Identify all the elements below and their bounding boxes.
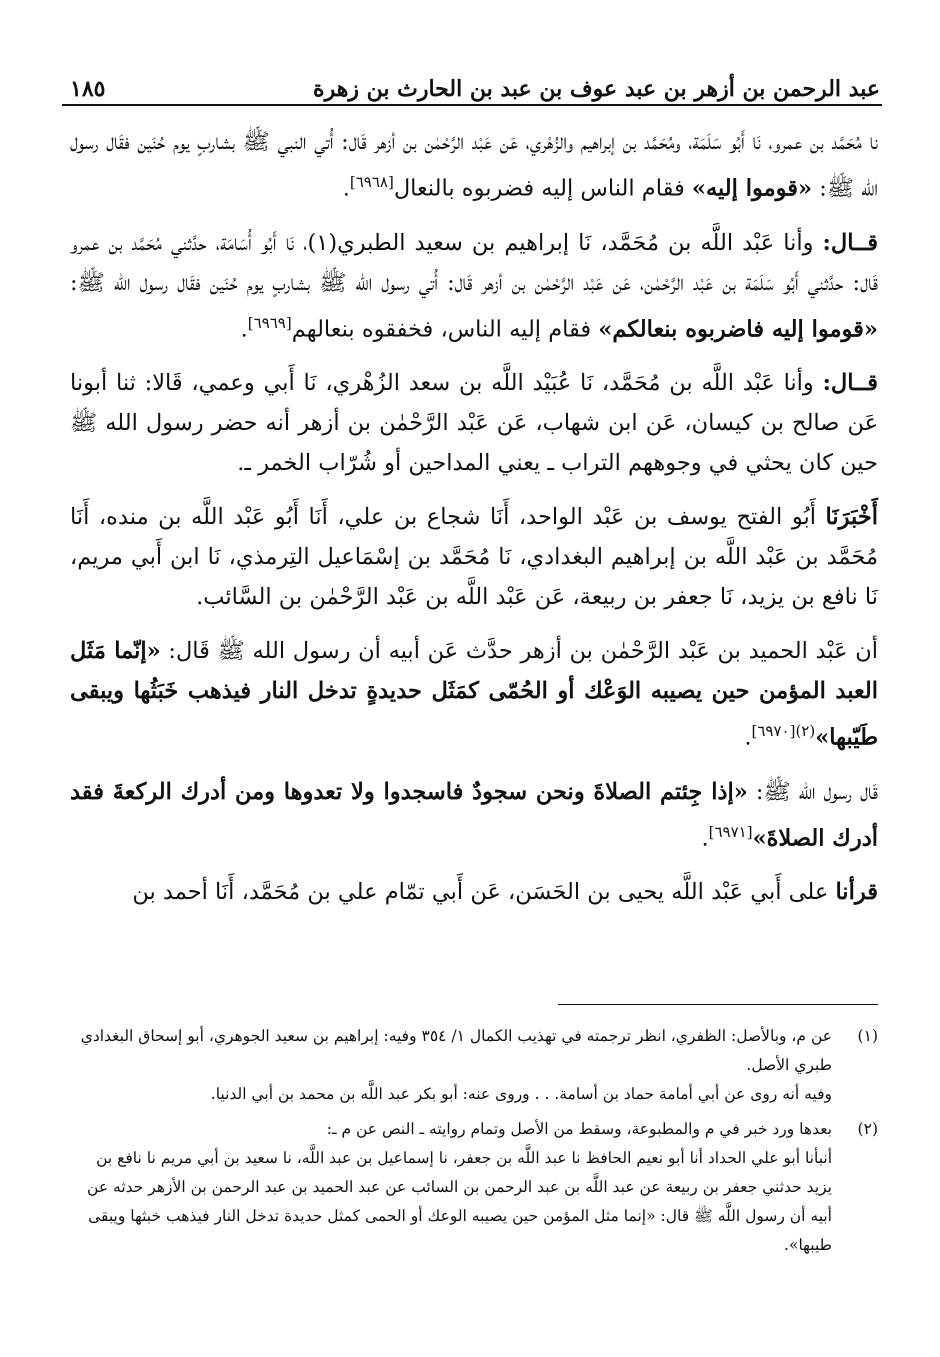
paragraph-lead: قــال: bbox=[822, 229, 878, 256]
paragraph bbox=[70, 772, 878, 859]
paragraph bbox=[70, 497, 878, 617]
footnote-line: عن م، وبالأصل: الظفري، انظر ترجمته في تهذيب الكمال ١/ ٣٥٤ وفيه: إبراهيم بن سعيد الجوهري، أبو إسحاق البغدادي طبري الأصل. bbox=[80, 1027, 832, 1074]
paragraph-end: . bbox=[744, 724, 752, 751]
paragraph bbox=[70, 223, 878, 350]
paragraph-continuation: فقام إليه الناس، فخفقوه بنعالهم bbox=[291, 316, 592, 342]
hadith-number: [٦٩٦٩] bbox=[247, 313, 292, 332]
paragraph bbox=[70, 122, 878, 209]
hadith-number: [٦٩٧٠] bbox=[751, 722, 796, 740]
main-text bbox=[70, 122, 878, 926]
hadith-quote: «قوموا إليه فاضربوه بنعالكم» bbox=[598, 316, 878, 342]
paragraph-text: أن عَبْد الحميد بن عَبْد الرَّحْمٰن بن أزهر حدَّث عَن أبيه أن رسول الله ﷺ قَال: bbox=[168, 638, 878, 664]
footnote bbox=[70, 1022, 878, 1109]
paragraph-lead: قرأنا bbox=[835, 879, 878, 905]
paragraph-text: قَال رسول الله ﷺ: bbox=[755, 778, 878, 805]
paragraph-text: وأنا عَبْد اللَّه بن مُحَمَّد، نَا عُبَيْد اللَّه بن سعد الزُهْري، نَا أَبي وعمي، قَالا: ثنا أبونا عَن صالح بن كيسان، عَن ابن شهاب، عَن عَبْد الرَّحْمٰن بن أزهر أنه حضر رسول الله ﷺ حين كان يحثي في وجوههم التراب ـ يعني المداحين أو شُرّاب الخمر ـ. bbox=[70, 370, 878, 476]
paragraph-lead: قــال: bbox=[822, 370, 879, 396]
header-title: عبد الرحمن بن أزهر بن عبد عوف بن عبد بن الحارث بن زهرة bbox=[313, 76, 880, 102]
footnote-line: وفيه أنه روى عن أبي أمامة حماد بن أسامة. . . وروى عنه: أبو بكر عبد اللَّه بن محمد بن أبي الدنيا. bbox=[210, 1085, 832, 1103]
footnote-number: (١) bbox=[857, 1027, 878, 1045]
paragraph-text: وأنا عَبْد اللَّه بن مُحَمَّد، نَا إبراهيم بن سعيد الطبري(١)، نَا أَبُو أُسَامَة، حدَّثني مُحَمَّد بن عمرو قَال: حدَّثني أَبُو سَلَمَة بن عَبْد الرَّحْمٰن، عَن عَبْد الرَّحْمٰن بن أزهر قَال: أُتي رسول الله ﷺ بشاربٍ يوم حُنَين فقَال رسول الله ﷺ: bbox=[70, 229, 878, 296]
header-divider bbox=[62, 104, 882, 106]
footnote-line: بعدها ورد خبر في م والمطبوعة، وسقط من الأصل وتمام روايته ـ النص عن م ـ: bbox=[326, 1120, 832, 1138]
paragraph-lead: أَخْبَرَنَا bbox=[825, 504, 878, 530]
paragraph bbox=[70, 631, 878, 758]
paragraph-text: أَبُو الفتح يوسف بن عَبْد الواحد، أَنَا شجاع بن علي، أَنَا أَبُو عَبْد اللَّه بن منده، أَنَا مُحَمَّد بن عَبْد اللَّه بن إبراهيم البغدادي، نَا مُحَمَّد بن إسْمَاعيل التِرمذي، نَا ابن أَبي مريم، نَا نافع بن يزيد، نَا جعفر بن ربيعة، عَن عَبْد اللَّه بن عَبْد الرَّحْمٰن بن السَّائب. bbox=[70, 504, 878, 610]
footnote-marker: (٢) bbox=[795, 722, 816, 740]
page-number: ١٨٥ bbox=[70, 76, 106, 102]
hadith-quote: «إذا جِئتم الصلاةَ ونحن سجودٌ فاسجدوا ولا تعدوها ومن أدرك الركعةَ فقد أدرك الصلاةَ» bbox=[70, 778, 878, 851]
running-header bbox=[70, 58, 880, 102]
footnote-line: أنبأنا أبو علي الحداد أنا أبو نعيم الحافظ نا عبد اللَّه بن جعفر، نا إسماعيل بن عبد اللَّه، نا سعيد بن أبي مريم نا نافع بن يزيد حدثني جعفر بن ربيعة عن عبد اللَّه بن عبد الرحمن بن السائب عن عبد الحميد بن عبد الرحمن بن الأزهر حدثه عن أبيه أن رسول اللَّه ﷺ قال: «إنما مثل المؤمن حين يصيبه الوعك أو الحمى كمثل حديدة تدخل النار فيذهب خبثها ويبقى طيبها». bbox=[87, 1149, 832, 1254]
paragraph-end: . bbox=[342, 175, 350, 202]
paragraph-continuation: فقام الناس إليه فضربوه بالنعال bbox=[393, 175, 685, 202]
footnote-number: (٢) bbox=[857, 1120, 878, 1138]
paragraph-end: . bbox=[240, 316, 248, 342]
hadith-number: [٦٩٧١] bbox=[708, 822, 753, 841]
hadith-quote: «قوموا إليه» bbox=[691, 175, 813, 202]
hadith-quote: «إنّما مَثَل العبد المؤمن حين يصيبه الوَعْك أو الحُمّى كمَثَل حديدةٍ تدخل النار فيذهب خَبَثُها ويبقى طَيّبها» bbox=[70, 638, 878, 751]
paragraph-text: نا مُحَمَّد بن عمرو، نَا أَبُو سَلَمَة، ومُحَمَّد بن إبراهيم والزُهْري، عَن عَبْد الرَّحْمٰن بن أزهر قَال: أُتي النبي ﷺ بشاربٍ يوم حُنَين فقَال رسول الله ﷺ: bbox=[70, 129, 878, 202]
paragraph bbox=[70, 363, 878, 483]
footnote bbox=[70, 1115, 878, 1260]
paragraph bbox=[70, 872, 878, 912]
footnotes bbox=[70, 1022, 878, 1266]
hadith-number: [٦٩٦٨] bbox=[349, 173, 394, 191]
paragraph-end: . bbox=[701, 825, 709, 851]
paragraph-text: على أَبي عَبْد اللَّه يحيى بن الحَسَن، عَن أَبي تمّام علي بن مُحَمَّد، أَنَا أحمد بن bbox=[132, 879, 829, 905]
footnote-divider bbox=[558, 1004, 878, 1005]
